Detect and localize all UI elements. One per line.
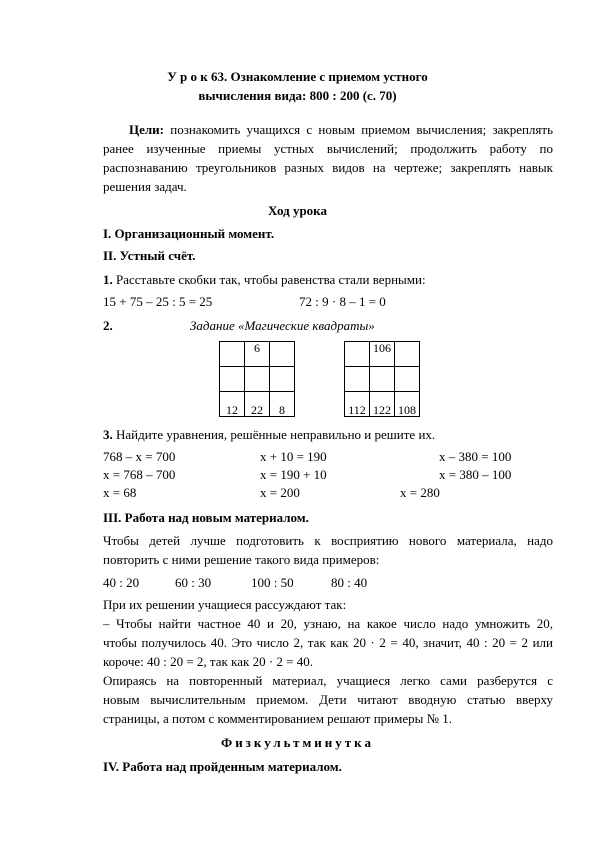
para1-line1: Чтобы детей лучше подготовить к восприятию нового материала, надо	[103, 533, 553, 548]
equation: x – 380 = 100	[439, 449, 512, 464]
example: 80 : 40	[331, 575, 368, 590]
task1-equation1: 15 + 75 – 25 : 5 = 25	[103, 294, 213, 309]
task1-line	[103, 272, 426, 287]
goals-text1: познакомить учащихся с новым приемом вычисления; закреплять	[170, 122, 554, 137]
goals-line4: решения задач.	[103, 179, 187, 194]
course-heading: Ход урока	[268, 203, 327, 218]
equation: x + 10 = 190	[260, 449, 327, 464]
goals-line3: распознаванию треугольников разных видов на чертеже; закреплять навык	[103, 160, 553, 175]
goals-line2: ранее изученные приемы устных вычислений; продолжить работу по	[103, 141, 553, 156]
task2-title: Задание «Магические квадраты»	[190, 318, 375, 333]
equation: 768 – x = 700	[103, 449, 176, 464]
square1-cell	[220, 367, 245, 392]
para1-line2: повторить с ними решение такого вида примеров:	[103, 552, 380, 567]
task3-line	[103, 427, 435, 442]
task2-number: 2.	[103, 318, 113, 333]
square2-cell: 108	[395, 392, 420, 417]
para4-line1: Опираясь на повторенный материал, учащиеся легко сами разберутся с	[103, 673, 553, 688]
task3-text: Найдите уравнения, решённые неправильно и решите их.	[116, 427, 436, 442]
square2-cell	[395, 342, 420, 367]
square1-cell: 22	[245, 392, 270, 417]
example: 100 : 50	[251, 575, 294, 590]
magic-square-1	[219, 341, 295, 417]
section-organizational: I. Организационный момент.	[103, 226, 275, 241]
square1-cell: 12	[220, 392, 245, 417]
lesson-title-line1: У р о к 63. Ознакомление с приемом устного	[167, 69, 428, 84]
square2-cell: 106	[370, 342, 395, 367]
example: 60 : 30	[175, 575, 212, 590]
para2: При их решении учащиеся рассуждают так:	[103, 597, 347, 612]
para3-line2: чтобы получилось 40. Это число 2, так как 20 · 2 = 40, значит, 40 : 20 = 2 или	[103, 635, 553, 650]
square1-cell	[270, 342, 295, 367]
lesson-title-line2: вычисления вида: 800 : 200 (с. 70)	[198, 88, 397, 103]
square2-cell	[395, 367, 420, 392]
goals-line1	[103, 122, 553, 137]
equation: x = 190 + 10	[260, 467, 327, 482]
example: 40 : 20	[103, 575, 140, 590]
square1-cell	[245, 367, 270, 392]
square2-cell: 112	[345, 392, 370, 417]
square2-cell: 122	[370, 392, 395, 417]
para4-line3: страницы, а потом с комментированием решают примеры № 1.	[103, 711, 452, 726]
equation: x = 200	[260, 485, 300, 500]
para3-line3: короче: 40 : 20 = 2, так как 20 · 2 = 40.	[103, 654, 313, 669]
para3-line1: – Чтобы найти частное 40 и 20, узнаю, на какое число надо умножить 20,	[103, 616, 553, 631]
section-oral-count: II. Устный счёт.	[103, 248, 196, 263]
task1-equation2: 72 : 9 · 8 – 1 = 0	[299, 294, 386, 309]
section-review: IV. Работа над пройденным материалом.	[103, 759, 342, 774]
square1-cell: 8	[270, 392, 295, 417]
task1-text: Расставьте скобки так, чтобы равенства стали верными:	[116, 272, 426, 287]
square2-cell	[345, 342, 370, 367]
goals-label: Цели:	[129, 122, 164, 137]
para4-line2: новым вычислительным приемом. Дети читают вводную статью вверху	[103, 692, 553, 707]
equation: x = 280	[400, 485, 440, 500]
task1-number: 1.	[103, 272, 113, 287]
square2-cell	[345, 367, 370, 392]
square2-cell	[370, 367, 395, 392]
square1-cell	[270, 367, 295, 392]
equation: x = 68	[103, 485, 137, 500]
physminute-heading: Физкультминутка	[221, 735, 374, 750]
square1-cell	[220, 342, 245, 367]
equation: x = 768 – 700	[103, 467, 176, 482]
square1-cell: 6	[245, 342, 270, 367]
equation: x = 380 – 100	[439, 467, 512, 482]
magic-square-2	[344, 341, 420, 417]
task3-number: 3.	[103, 427, 113, 442]
section-new-material: III. Работа над новым материалом.	[103, 510, 309, 525]
